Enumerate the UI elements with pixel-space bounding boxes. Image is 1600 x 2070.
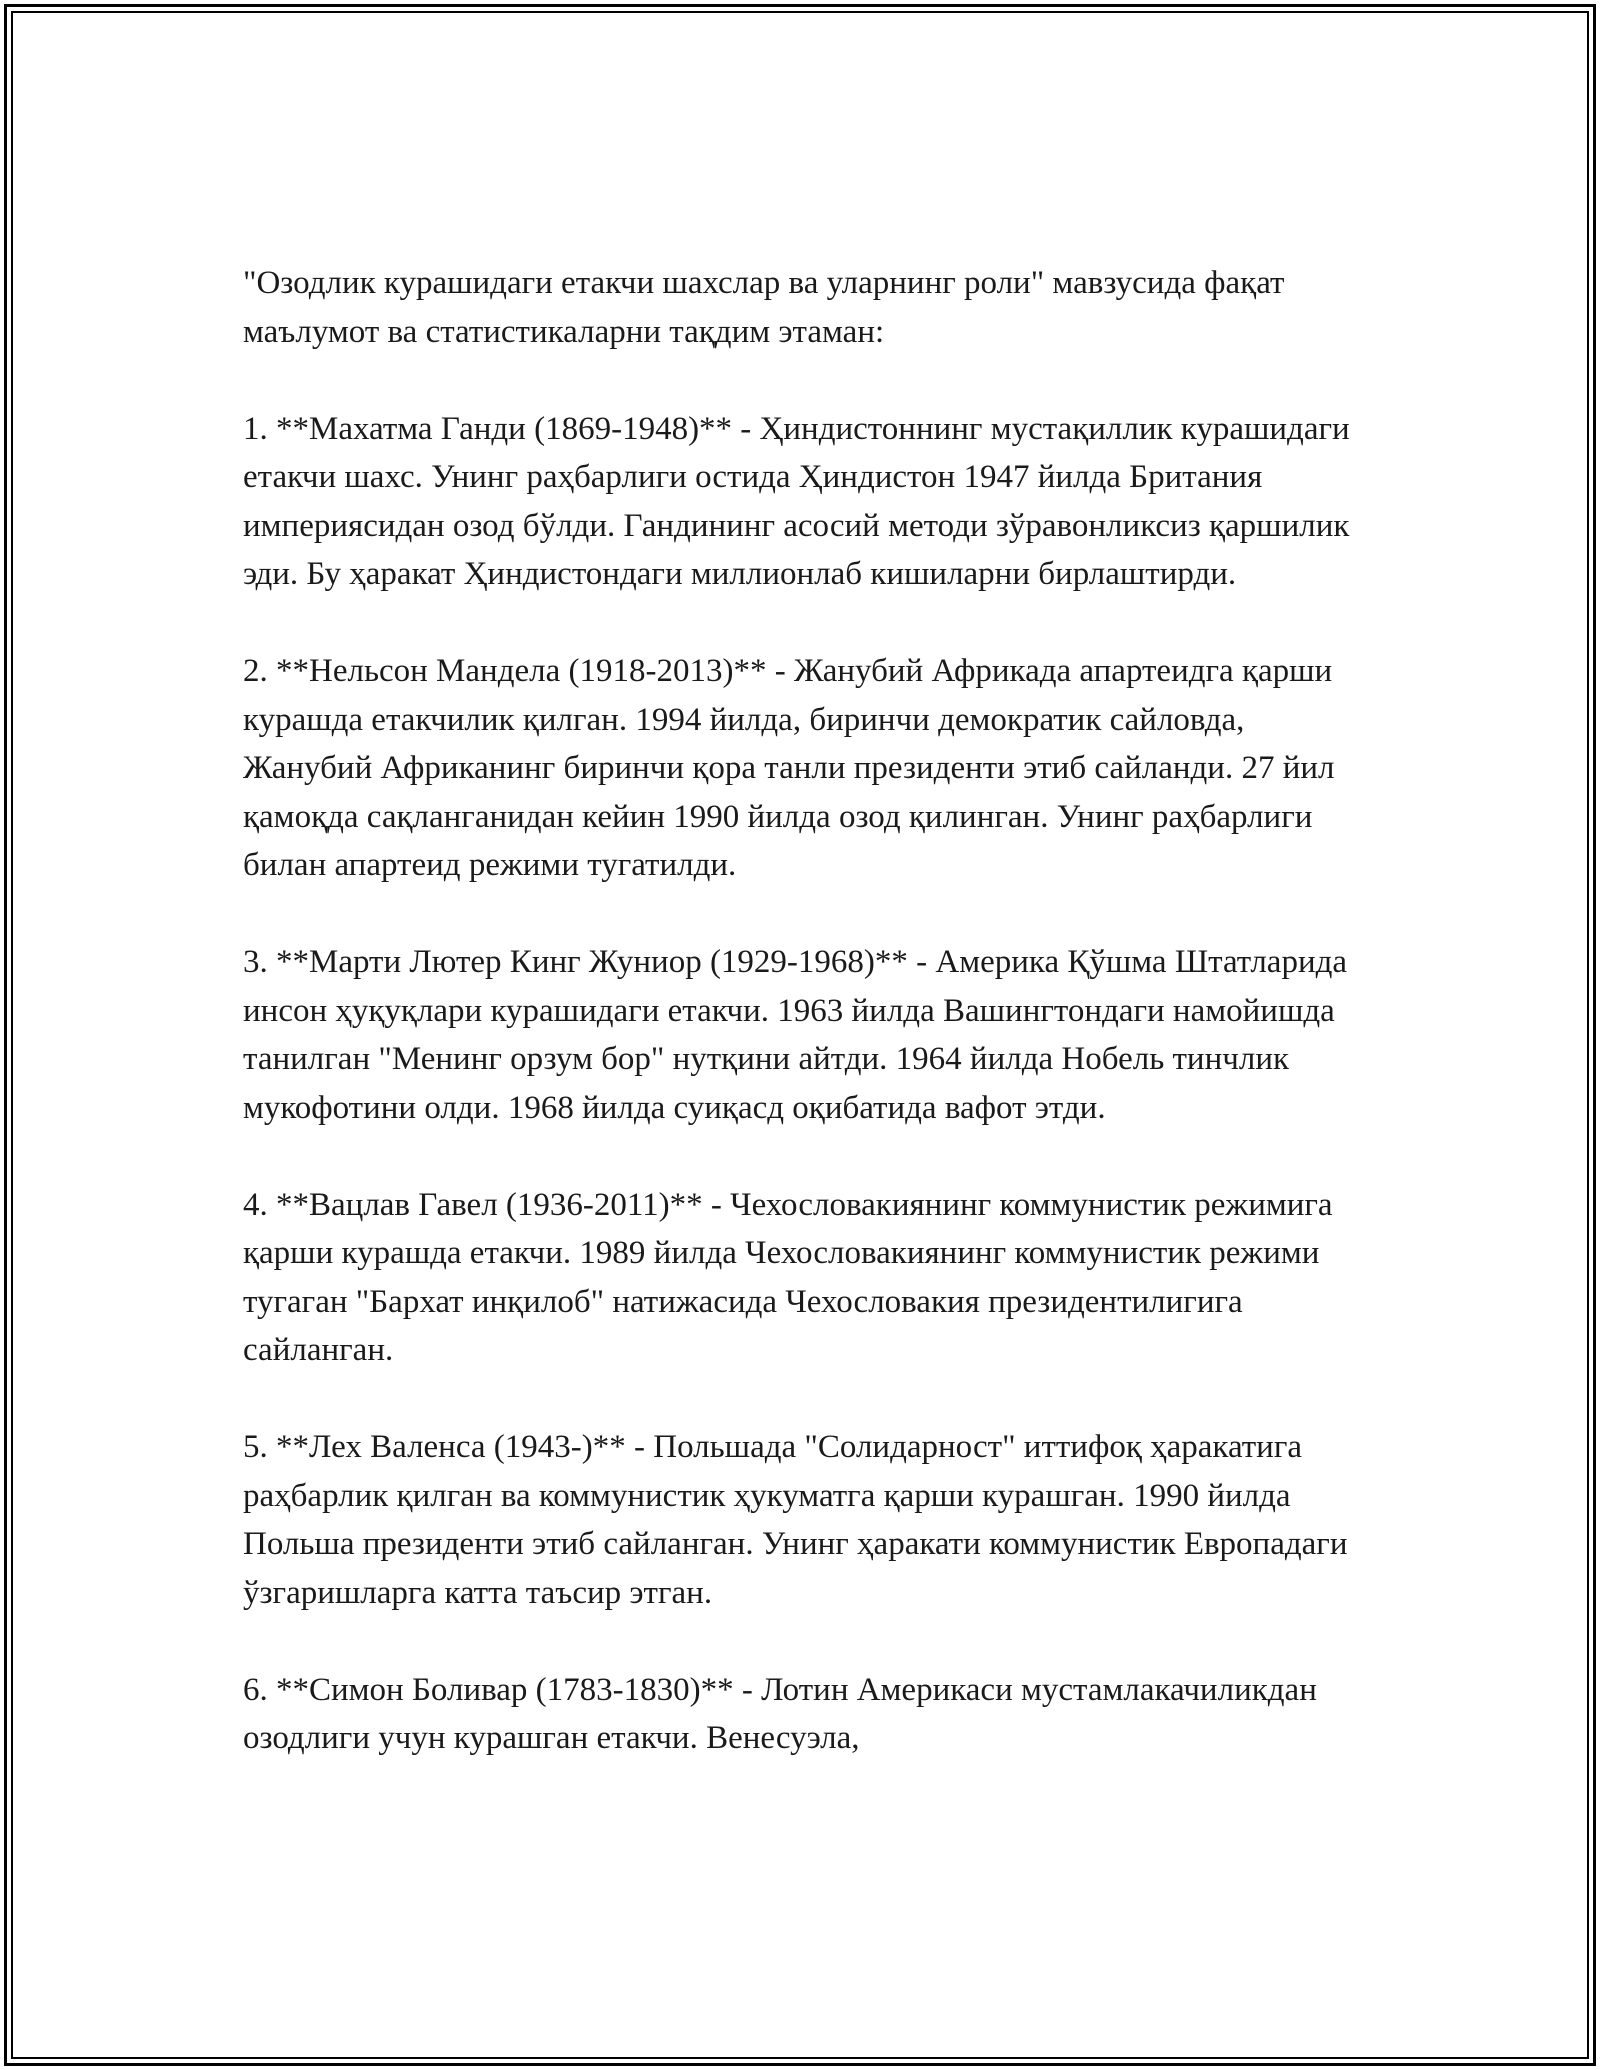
list-item-gandhi: 1. **Махатма Ганди (1869-1948)** - Ҳиндистоннинг мустақиллик курашидаги етакчи шахс. Унинг раҳбарлиги остида Ҳиндистон 1947 йилда Британия империясидан озод бўлди. Гандининг асосий методи зўравонликсиз қаршилик эди. Бу ҳаракат Ҳиндистондаги миллионлаб кишиларни бирлаштирди. <box>243 410 1350 592</box>
list-item-king: 3. **Марти Лютер Кинг Жуниор (1929-1968)** - Америка Қўшма Штатларида инсон ҳуқуқлари курашидаги етакчи. 1963 йилда Вашингтондаги намойишда танилган "Менинг орзум бор" нутқини айтди. 1964 йилда Нобель тинчлик мукофотини олди. 1968 йилда суиқасд оқибатида вафот этди. <box>243 944 1348 1126</box>
list-item-havel: 4. **Вацлав Гавел (1936-2011)** - Чехословакиянинг коммунистик режимига қарши курашда етакчи. 1989 йилда Чехословакиянинг коммунистик режими тугаган "Бархат инқилоб" натижасида Чехословакия президентилигига сайланган. <box>243 1186 1333 1368</box>
list-item-walesa: 5. **Лех Валенса (1943-)** - Польшада "Солидарност" иттифоқ ҳаракатига раҳбарлик қилган ва коммунистик ҳукуматга қарши курашган. 1990 йилда Польша президенти этиб сайланган. Унинг ҳаракати коммунистик Европадаги ўзгаришларга катта таъсир этган. <box>243 1429 1348 1611</box>
page-border <box>4 4 1596 2066</box>
document-body <box>243 259 1363 1763</box>
list-item-mandela: 2. **Нельсон Мандела (1918-2013)** - Жанубий Африкада апартеидга қарши курашда етакчилик қилган. 1994 йилда, биринчи демократик сайловда, Жанубий Африканинг биринчи қора танли президенти этиб сайланди. 27 йил қамоқда сақланганидан кейин 1990 йилда озод қилинган. Унинг раҳбарлиги билан апартеид режими тугатилди. <box>243 653 1335 883</box>
list-item-bolivar: 6. **Симон Боливар (1783-1830)** - Лотин Америкаси мустамлакачиликдан озодлиги учун курашган етакчи. Венесуэла, <box>243 1671 1317 1756</box>
intro-paragraph: "Озодлик курашидаги етакчи шахслар ва уларнинг роли" мавзусида фақат маълумот ва статистикаларни тақдим этаман: <box>243 265 1285 350</box>
